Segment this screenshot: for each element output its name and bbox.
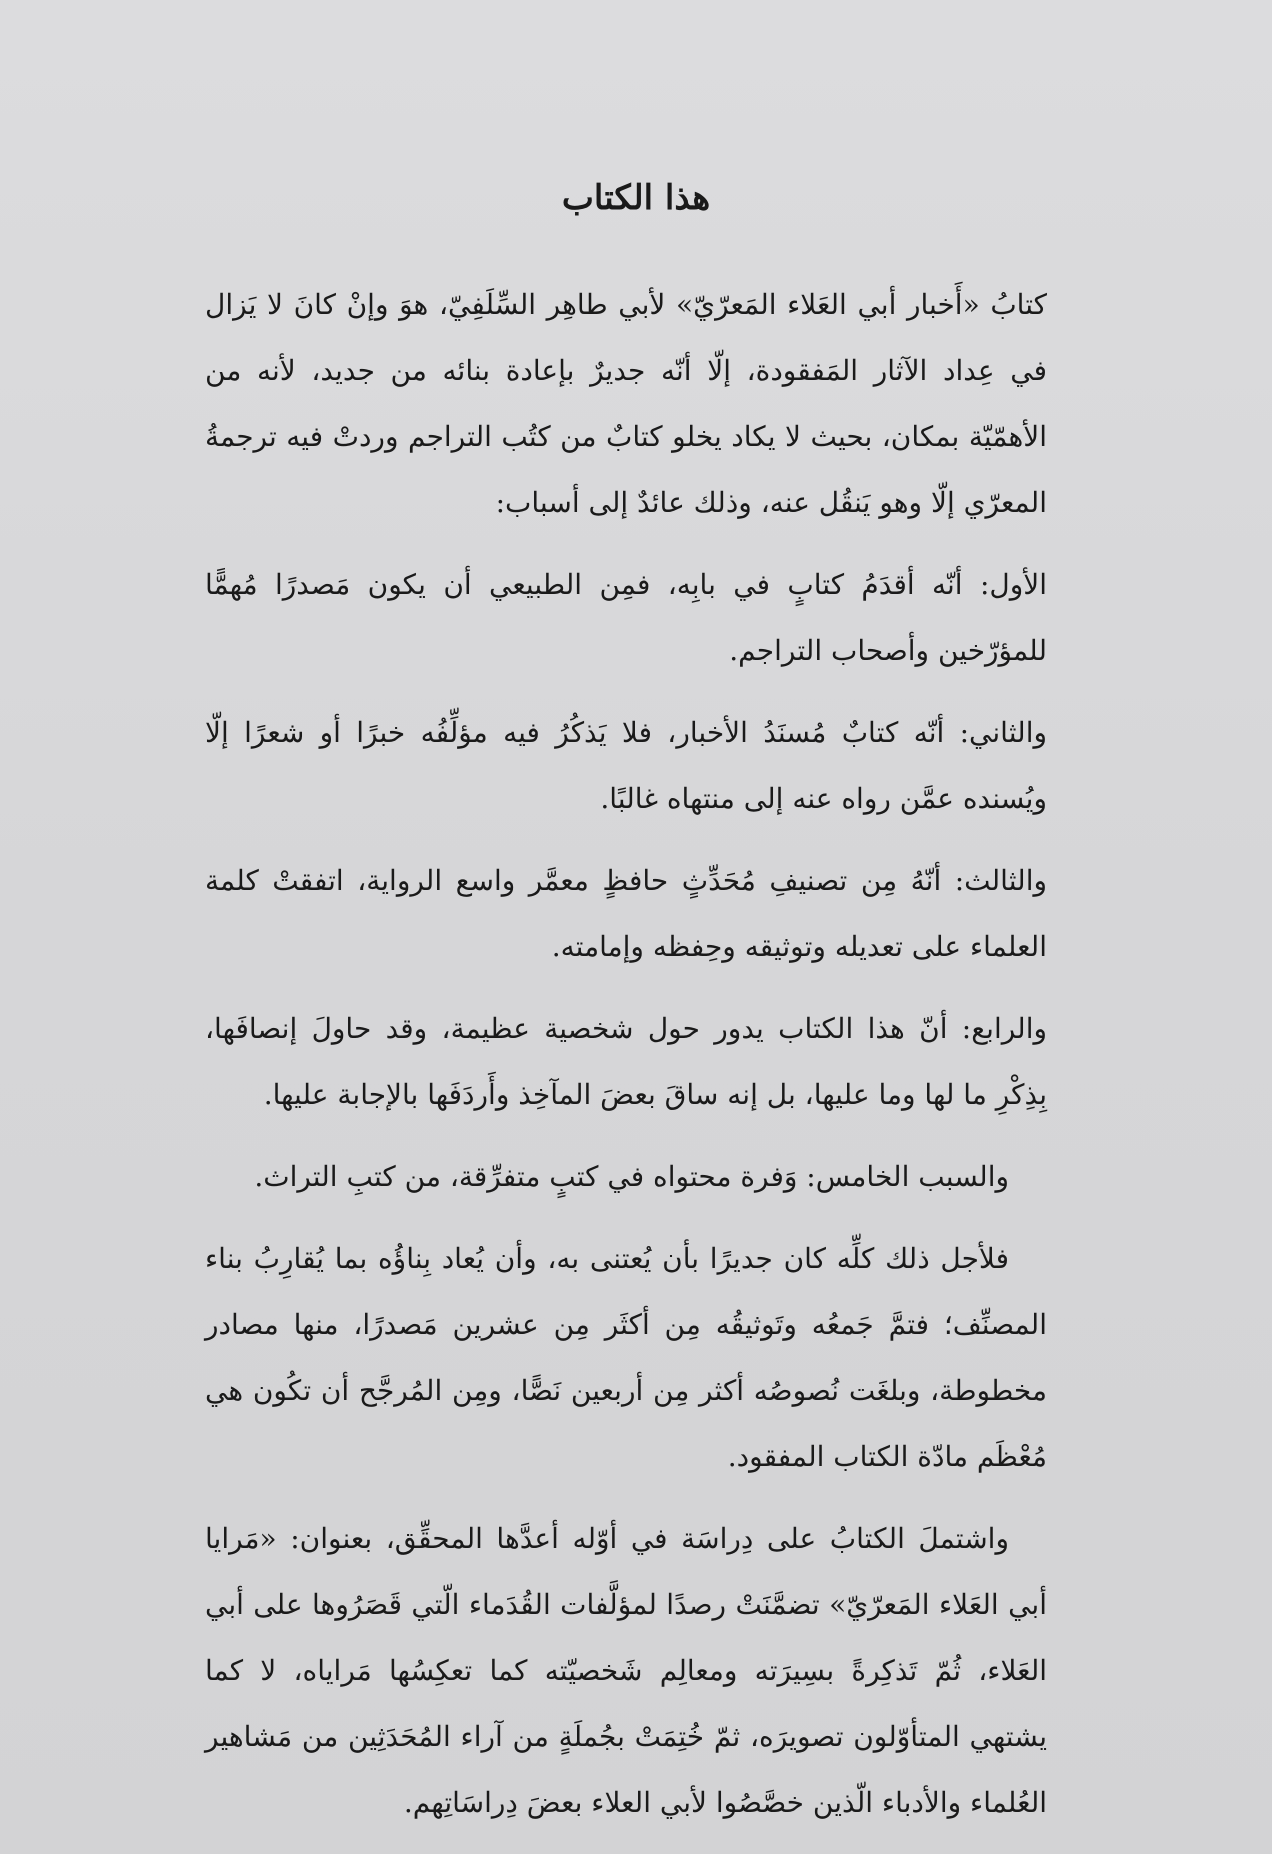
paragraph-conclusion: فلأجل ذلك كلِّه كان جديرًا بأن يُعتنى به، وأن يُعاد بِناؤُه بما يُقارِبُ بناء المصنِّف؛ فتمَّ جَمعُه وتَوثيقُه مِن أكثَر مِن عشرين مَصدرًا، منها مصادر مخطوطة، وبلغَت نُصوصُه أكثر مِن أربعين نَصًّا، ومِن المُرجَّح أن تكُون هي مُعْظَم مادّة الكتاب المفقود. (205, 1242, 1047, 1473)
page-title: هذا الكتاب (561, 178, 711, 218)
paragraph-fifth-reason: والسبب الخامس: وَفرة محتواه في كتبٍ متفرِّقة، من كتبِ التراث. (254, 1160, 1009, 1193)
paragraph-second-reason: والثاني: أنّه كتابٌ مُسنَدُ الأخبار، فلا يَذكُرُ فيه مؤلِّفُه خبرًا أو شعرًا إلّا ويُسنده عمَّن رواه عنه إلى منتهاه غالبًا. (205, 716, 1047, 815)
paragraph-first-reason: الأول: أنّه أقدَمُ كتابٍ في بابِه، فمِن الطبيعي أن يكون مَصدرًا مُهمًّا للمؤرّخين وأصحاب التراجم. (205, 568, 1047, 667)
body-text (205, 272, 1047, 1852)
paragraph-intro: كتابُ «أَخبار أبي العَلاء المَعرّيّ» لأبي طاهِر السِّلَفِيّ، هوَ وإنْ كانَ لا يَزال في عِداد الآثار المَفقودة، إلّا أنّه جديرٌ بإعادة بنائه من جديد، لأنه من الأهمّيّة بمكان، بحيث لا يكاد يخلو كتابٌ من كتُب التراجم وردتْ فيه ترجمةُ المعرّي إلّا وهو يَنقُل عنه، وذلك عائدٌ إلى أسباب: (205, 288, 1047, 519)
paragraph-third-reason: والثالث: أنّهُ مِن تصنيفِ مُحَدِّثٍ حافظٍ معمَّر واسع الرواية، اتفقتْ كلمة العلماء على تعديله وتوثيقه وحِفظه وإمامته. (205, 864, 1047, 963)
paragraph-fourth-reason: والرابع: أنّ هذا الكتاب يدور حول شخصية عظيمة، وقد حاولَ إنصافَها، بِذِكْرِ ما لها وما عليها، بل إنه ساقَ بعضَ المآخِذ وأَردَفَها بالإجابة عليها. (205, 1012, 1047, 1111)
paragraph-study-description: واشتملَ الكتابُ على دِراسَة في أوّله أعدَّها المحقِّق، بعنوان: «مَرايا أبي العَلاء المَعرّيّ» تضمَّنَتْ رصدًا لمؤلَّفات القُدَماء الّتي قَصَرُوها على أبي العَلاء، ثُمّ تَذكِرةً بسِيرَته ومعالِم شَخصيّته كما تعكِسُها مَراياه، لا كما يشتهي المتأوّلون تصويرَه، ثمّ خُتِمَتْ بجُملَةٍ من آراء المُحَدَثِين من مَشاهير العُلماء والأدباء الّذين خصَّصُوا لأبي العلاء بعضَ دِراسَاتِهم. (205, 1522, 1047, 1819)
